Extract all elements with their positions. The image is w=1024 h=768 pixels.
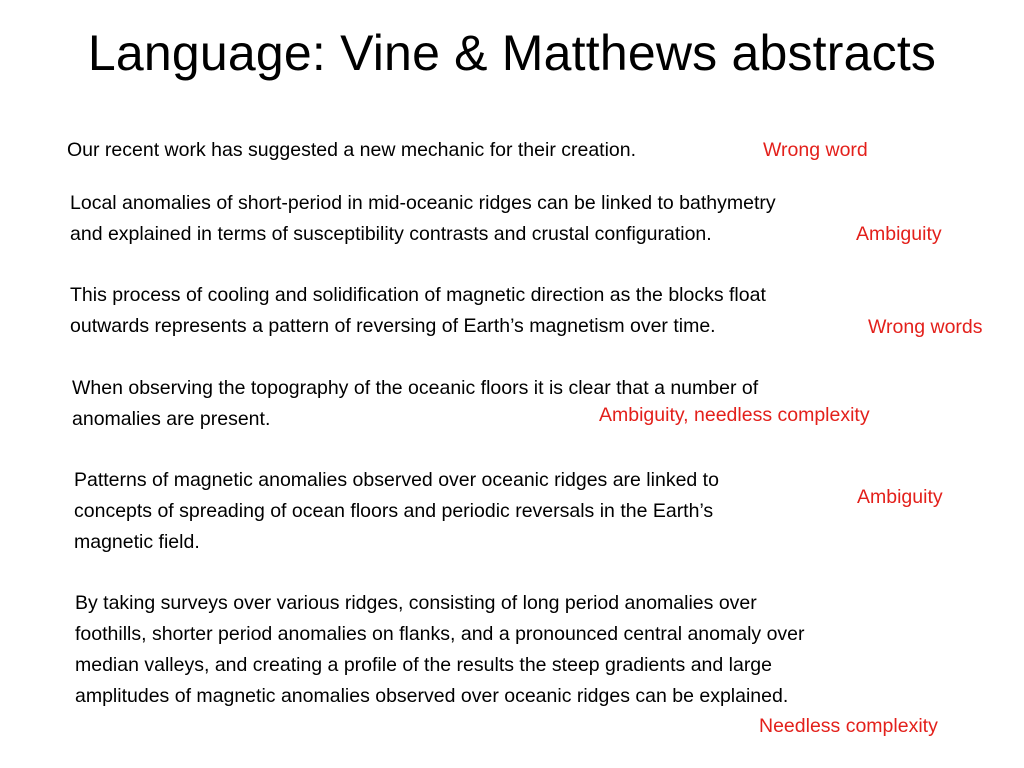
abstract-line: This process of cooling and solidification of magnetic direction as the blocks float: [70, 284, 766, 306]
slide-title: Language: Vine & Matthews abstracts: [87, 25, 937, 81]
abstract-line: Local anomalies of short-period in mid-oceanic ridges can be linked to bathymetry: [70, 192, 776, 214]
abstract-sentence-3: [70, 280, 766, 342]
abstract-sentence-2: [70, 188, 776, 250]
abstract-line: foothills, shorter period anomalies on flanks, and a pronounced central anomaly over: [75, 623, 805, 645]
abstract-line: Patterns of magnetic anomalies observed over oceanic ridges are linked to: [74, 469, 719, 491]
annotation-wrong-words: Wrong words: [868, 316, 983, 338]
annotation-ambiguity: Ambiguity: [856, 223, 942, 245]
abstract-line: concepts of spreading of ocean floors and periodic reversals in the Earth’s: [74, 500, 714, 522]
annotation-ambiguity-2: Ambiguity: [857, 486, 943, 508]
abstract-line: outwards represents a pattern of reversing of Earth’s magnetism over time.: [70, 315, 716, 337]
abstract-line: When observing the topography of the oceanic floors it is clear that a number of: [72, 377, 759, 399]
abstract-line: median valleys, and creating a profile of the results the steep gradients and large: [75, 654, 773, 676]
abstract-line: magnetic field.: [74, 531, 200, 553]
abstract-line: Our recent work has suggested a new mechanic for their creation.: [67, 139, 637, 161]
abstract-line: and explained in terms of susceptibility contrasts and crustal configuration.: [70, 223, 712, 245]
annotation-needless-complexity: Needless complexity: [759, 715, 938, 737]
abstract-sentence-1: [67, 135, 636, 166]
abstract-line: By taking surveys over various ridges, consisting of long period anomalies over: [75, 592, 757, 614]
abstract-sentence-5: [74, 465, 719, 558]
annotation-wrong-word: Wrong word: [763, 139, 868, 161]
abstract-sentence-6: [75, 588, 805, 712]
annotation-ambiguity-complexity: Ambiguity, needless complexity: [599, 404, 870, 426]
abstract-line: amplitudes of magnetic anomalies observed over oceanic ridges can be explained.: [75, 685, 789, 707]
abstract-line: anomalies are present.: [72, 408, 271, 430]
